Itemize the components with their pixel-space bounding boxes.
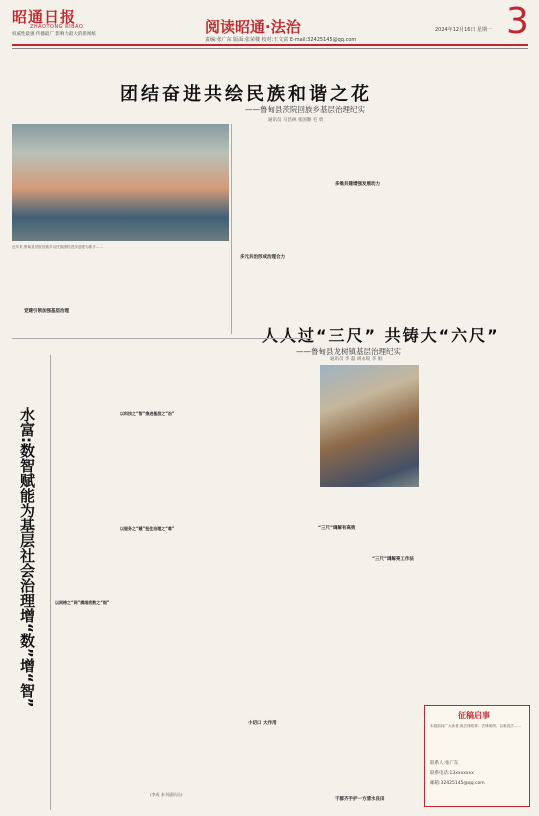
article2-headline: 人人过“三尺” 共铸大“六尺” — [262, 326, 500, 345]
dateline: 2024年12月16日 星期一 — [435, 27, 493, 33]
article1-byline: 通讯员 马昌林 张国顺 毛 勇 — [268, 118, 324, 123]
notice-title: 征稿启事 — [458, 711, 490, 720]
article1-col1-text — [12, 316, 120, 346]
article2-col3-subtitle: 小切口 大作用 — [248, 721, 277, 726]
newspaper-logo: 昭通日报 — [12, 8, 77, 26]
sidebar-divider — [50, 355, 51, 810]
article2-col4-text-b — [422, 550, 528, 700]
notice-line-1: 本版面向广大读者,收法律故事、法律案例、以案说法…… — [430, 724, 521, 728]
article1-subhead: ——鲁甸县茨院回族乡基层治理纪实 — [245, 105, 365, 114]
notice-email: 邮箱:32425145@qq.com — [430, 781, 485, 786]
article1-col2-subtitle: 多元共治形成治理合力 — [240, 255, 285, 260]
sidebar-sub2: 以科技之“智”推进基层之“治” — [120, 411, 175, 416]
article2-col4-text — [422, 365, 528, 545]
article2-col1-text-b — [316, 535, 368, 805]
article2-byline: 通讯员 李 磊 胡永锐 李 娟 — [330, 357, 383, 362]
article1-photo-caption: 近年来,鲁甸县茨院回族乡以民族团结进步创建为抓手…… — [12, 245, 103, 249]
article2-col2-text — [370, 492, 420, 552]
article1-bottom-rule — [12, 338, 312, 339]
col-divider-1 — [231, 124, 232, 334]
article2-col3-text — [213, 730, 313, 790]
article2-col4-subtitle: 干群齐手护一方清水良田 — [335, 797, 385, 802]
notice-contact: 联系人:张广东 — [430, 761, 459, 766]
article1-photo — [12, 124, 229, 241]
article2-subhead: ——鲁甸县龙树镇基层治理纪实 — [296, 347, 401, 356]
newspaper-logo-sub: ZHAOTONG RIBAO — [30, 24, 84, 30]
sidebar-col1-text — [54, 355, 110, 595]
article1-col3-text — [323, 124, 423, 334]
article1-col1-subtitle: 党建引领加强基层治理 — [24, 309, 69, 314]
masthead-note: 权威性最强 传播最广 影响力最大的新闻纸 — [12, 32, 96, 37]
article2-col1-text — [316, 492, 368, 522]
editors-line: 责编:张广东 版面:张荣楼 校对:王文富 E-mail:32425145@qq.com — [205, 37, 357, 43]
sidebar-col1-text-b — [54, 612, 110, 802]
sidebar-col2-text — [112, 345, 212, 405]
article1-headline: 团结奋进共绘民族和谐之花 — [120, 84, 372, 105]
sidebar-footer: (李成 本刊通讯员) — [150, 792, 183, 797]
article2-col2-subtitle: “三尺”调解亮工作法 — [372, 557, 414, 562]
article1-col2-text — [234, 124, 319, 249]
sidebar-col2-text-c — [112, 535, 212, 775]
article2-photo — [320, 365, 419, 487]
article2-col1-subtitle: “三尺”调解有高效 — [318, 526, 356, 531]
notice-phone: 联系电话:13xxxxxxx — [430, 771, 474, 776]
article2-col2-text-b — [370, 565, 420, 805]
page-number: 3 — [506, 1, 529, 42]
sidebar-col2-text-b — [112, 420, 212, 520]
article1-col4-text — [426, 124, 528, 334]
sidebar-headline: 水富:数智赋能为基层社会治理增“数”增“智” — [18, 407, 36, 708]
article1-col3-subtitle: 多维共建增强发展动力 — [335, 182, 380, 187]
section-title: 阅读昭通·法治 — [205, 18, 301, 36]
header-rule-thin — [12, 48, 528, 49]
sidebar-sub1: 以网格之“网”摸细底数之“细” — [55, 600, 110, 605]
sidebar-sub3: 以服务之“暖”扭住治理之“难” — [120, 526, 175, 531]
header-rule — [12, 44, 528, 46]
